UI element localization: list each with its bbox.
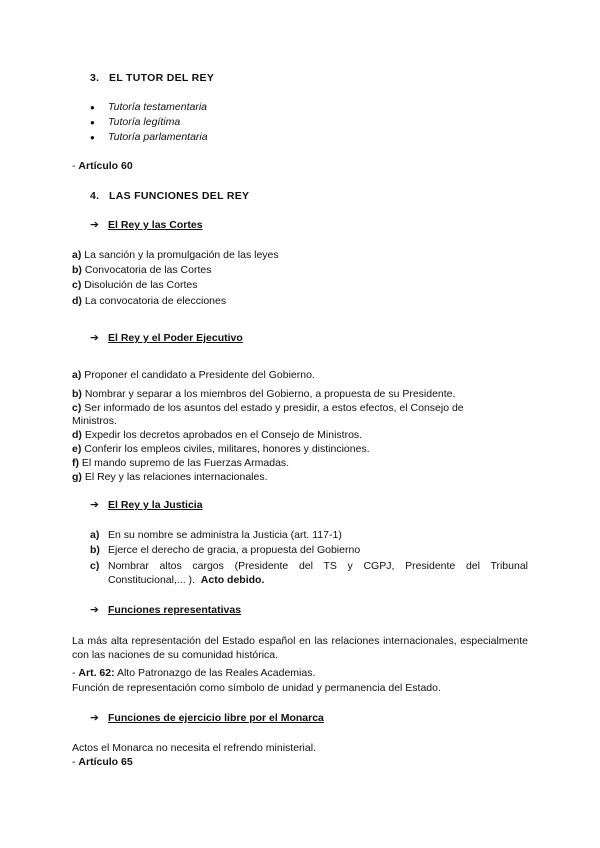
list-item: [72, 249, 279, 262]
item-text: Proponer el candidato a Presidente del Gobierno.: [81, 369, 315, 381]
section-title: LAS FUNCIONES DEL REY: [109, 190, 250, 202]
bullet-icon: ●: [90, 133, 95, 142]
item-letter: f): [72, 457, 79, 469]
item-letter: c): [72, 402, 82, 414]
representativas-paragraph: La más alta representación del Estado español en las relaciones internacionales, especialmente con las naciones de su comunidad histórica.: [72, 635, 528, 661]
arrow-right-icon: ➔: [90, 499, 99, 511]
bullet-item: [90, 131, 208, 144]
item-letter: g): [72, 471, 82, 483]
article-prefix: -: [72, 667, 79, 679]
bullet-text: Tutoría legítima: [108, 116, 181, 128]
item-text: Disolución de las Cortes: [81, 279, 198, 291]
list-item: [72, 264, 212, 277]
arrow-right-icon: ➔: [90, 712, 99, 724]
item-letter: d): [72, 295, 82, 307]
item-letter: c): [72, 279, 82, 291]
item-text: La convocatoria de elecciones: [81, 295, 227, 307]
article-label: Artículo 65: [78, 756, 133, 768]
list-item: [72, 402, 464, 415]
subheading-text: El Rey y la Justicia: [108, 499, 203, 511]
list-item-letter-c: [90, 560, 99, 573]
list-item: [72, 279, 197, 292]
bullet-icon: ●: [90, 118, 95, 127]
item-text: Convocatoria de las Cortes: [81, 264, 212, 276]
item-text: La sanción y la promulgación de las leyes: [81, 249, 279, 261]
item-letter: b): [72, 388, 82, 400]
item-text: El Rey y las relaciones internacionales.: [81, 471, 268, 483]
list-item: [72, 457, 289, 470]
list-item-continuation: [72, 415, 117, 428]
bullet-text: Tutoría parlamentaria: [108, 131, 208, 143]
article-prefix: -: [72, 756, 79, 768]
section-title: EL TUTOR DEL REY: [109, 72, 215, 84]
item-text: Ministros.: [72, 415, 117, 427]
list-item: [72, 443, 370, 456]
item-text: Nombrar y separar a los miembros del Gobierno, a propuesta de su Presidente.: [81, 388, 456, 400]
article-reference: [72, 756, 133, 769]
list-item: [90, 544, 361, 557]
item-text: El mando supremo de las Fuerzas Armadas.: [79, 457, 290, 469]
item-text: Ser informado de los asuntos del estado y presidir, a estos efectos, el Consejo de: [81, 402, 464, 414]
arrow-right-icon: ➔: [90, 332, 99, 344]
list-item: [72, 388, 455, 401]
item-text: Conferir los empleos civiles, militares, honores y distinciones.: [81, 443, 370, 455]
subheading-justicia: [90, 499, 203, 512]
article-reference: [72, 160, 133, 173]
section-number: 3.: [90, 72, 100, 84]
section-number: 4.: [90, 190, 100, 202]
item-letter: d): [72, 429, 82, 441]
article-text: Alto Patronazgo de las Reales Academias.: [114, 667, 316, 679]
article-prefix: -: [72, 160, 79, 172]
subheading-text: Funciones representativas: [108, 604, 242, 616]
list-item: [72, 295, 226, 308]
article-label: Art. 62:: [78, 667, 115, 679]
article-label: Artículo 60: [78, 160, 133, 172]
subheading-libre: [90, 712, 324, 725]
bullet-text: Tutoría testamentaria: [108, 101, 208, 113]
section-3-heading: [90, 72, 214, 85]
article-reference: [72, 667, 315, 680]
section-4-heading: [90, 190, 249, 203]
subheading-cortes: [90, 219, 203, 232]
item-letter: b): [72, 264, 82, 276]
subheading-ejecutivo: [90, 332, 243, 345]
libre-paragraph: Actos el Monarca no necesita el refrendo ministerial.: [72, 742, 316, 754]
item-text: En su nombre se administra la Justicia (art. 117-1): [108, 529, 342, 541]
bullet-item: [90, 116, 181, 129]
subheading-text: Funciones de ejercicio libre por el Monarca: [108, 712, 324, 724]
representativas-closing: Función de representación como símbolo de unidad y permanencia del Estado.: [72, 682, 441, 694]
list-item: [72, 369, 315, 382]
subheading-representativas: [90, 604, 242, 617]
list-item-text-c: [108, 559, 528, 587]
item-text: Ejerce el derecho de gracia, a propuesta del Gobierno: [108, 544, 361, 556]
bullet-icon: ●: [90, 103, 95, 112]
item-letter: a): [72, 369, 82, 381]
item-text: Expedir los decretos aprobados en el Consejo de Ministros.: [81, 429, 363, 441]
item-letter: c): [90, 560, 100, 572]
item-letter: a): [72, 249, 82, 261]
list-item: [72, 471, 268, 484]
list-item: [90, 529, 342, 542]
bullet-item: [90, 101, 208, 114]
item-text: Nombrar altos cargos (Presidente del TS y CGPJ, Presidente del Tribunal Constitucional,... ).: [108, 560, 528, 586]
item-letter: e): [72, 443, 82, 455]
list-item: [72, 429, 362, 442]
item-bold-tail: Acto debido.: [200, 574, 265, 586]
arrow-right-icon: ➔: [90, 604, 99, 616]
subheading-text: El Rey y el Poder Ejecutivo: [108, 332, 243, 344]
item-letter: a): [90, 529, 100, 541]
item-letter: b): [90, 544, 100, 556]
arrow-right-icon: ➔: [90, 219, 99, 231]
subheading-text: El Rey y las Cortes: [108, 219, 203, 231]
